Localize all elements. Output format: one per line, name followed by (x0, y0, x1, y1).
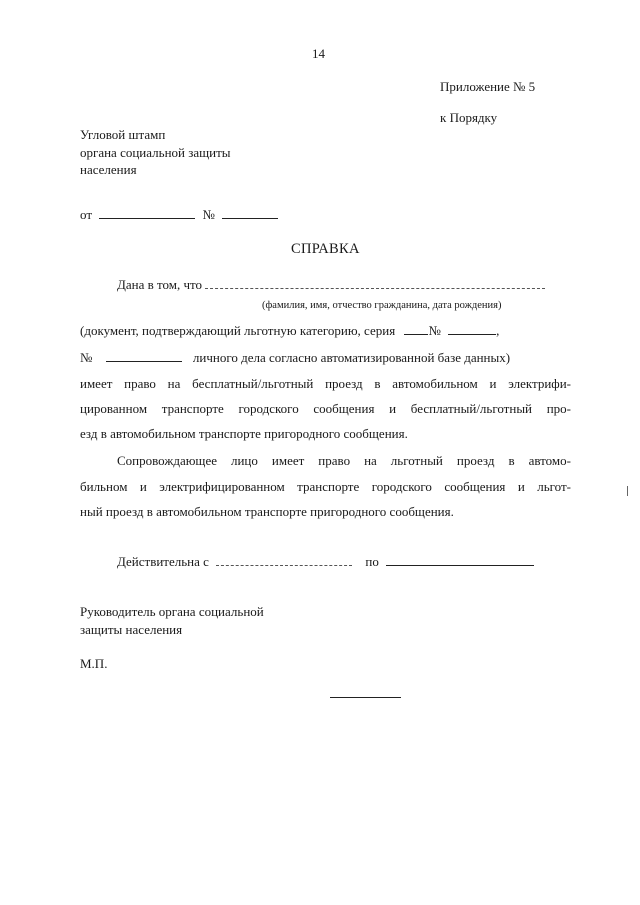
doc-number-blank (448, 323, 496, 335)
reference-line (80, 207, 278, 223)
paragraph-1-line-2 (80, 350, 571, 366)
signatory-line-2: защиты населения (80, 622, 183, 637)
paragraph-1-line-1 (80, 323, 571, 339)
stamp-line-1: Угловой штамп (80, 127, 166, 142)
page-number: 14 (312, 46, 325, 61)
signature-blank (330, 697, 401, 698)
personal-file-text: личного дела согласно автоматизированной базе данных) (192, 350, 511, 365)
seal-label: М.П. (80, 656, 108, 671)
paragraph-2-line-1: Сопровождающее лицо имеет право на льготный проезд в автомо- (117, 453, 571, 468)
given-to-label: Дана в том, что (117, 277, 203, 292)
paragraph-1-line-5: езд в автомобильном транспорте пригородного сообщения. (80, 426, 408, 441)
series-blank (404, 323, 428, 335)
document-title: СПРАВКА (291, 241, 360, 257)
paragraph-2-line-2: бильном и электрифицированном транспорте городского сообщения и льгот- (80, 479, 571, 494)
valid-to-label: по (365, 554, 379, 569)
margin-mark (627, 486, 628, 496)
from-label: от (80, 207, 93, 222)
signatory-line-1: Руководитель органа социальной (80, 604, 264, 619)
date-blank (99, 207, 195, 219)
number-blank (222, 207, 278, 219)
valid-from-blank (216, 554, 352, 566)
paragraph-1-line-3: имеет право на бесплатный/льготный проезд в автомобильном и электрифи- (80, 376, 571, 391)
document-category-text: (документ, подтверждающий льготную категорию, серия (80, 323, 396, 338)
validity-line (117, 554, 534, 570)
stamp-line-2: органа социальной защиты (80, 145, 231, 160)
valid-from-label: Действительна с (117, 554, 209, 569)
case-number-label: № (80, 350, 93, 365)
citizen-caption: (фамилия, имя, отчество гражданина, дата рождения) (262, 300, 502, 311)
appendix-reference: к Порядку (440, 110, 498, 125)
case-number-blank (106, 350, 182, 362)
paragraph-2-line-3: ный проезд в автомобильном транспорте пригородного сообщения. (80, 504, 454, 519)
stamp-line-3: населения (80, 162, 137, 177)
doc-number-label: № (428, 323, 441, 338)
citizen-blank (205, 277, 545, 289)
paragraph-1-line-4: цированном транспорте городского сообщения и бесплатный/льготный про- (80, 401, 571, 416)
appendix-number: Приложение № 5 (440, 79, 536, 94)
comma: , (496, 323, 500, 338)
valid-to-blank (386, 554, 534, 566)
number-label: № (202, 207, 215, 222)
given-to-line (117, 277, 545, 293)
